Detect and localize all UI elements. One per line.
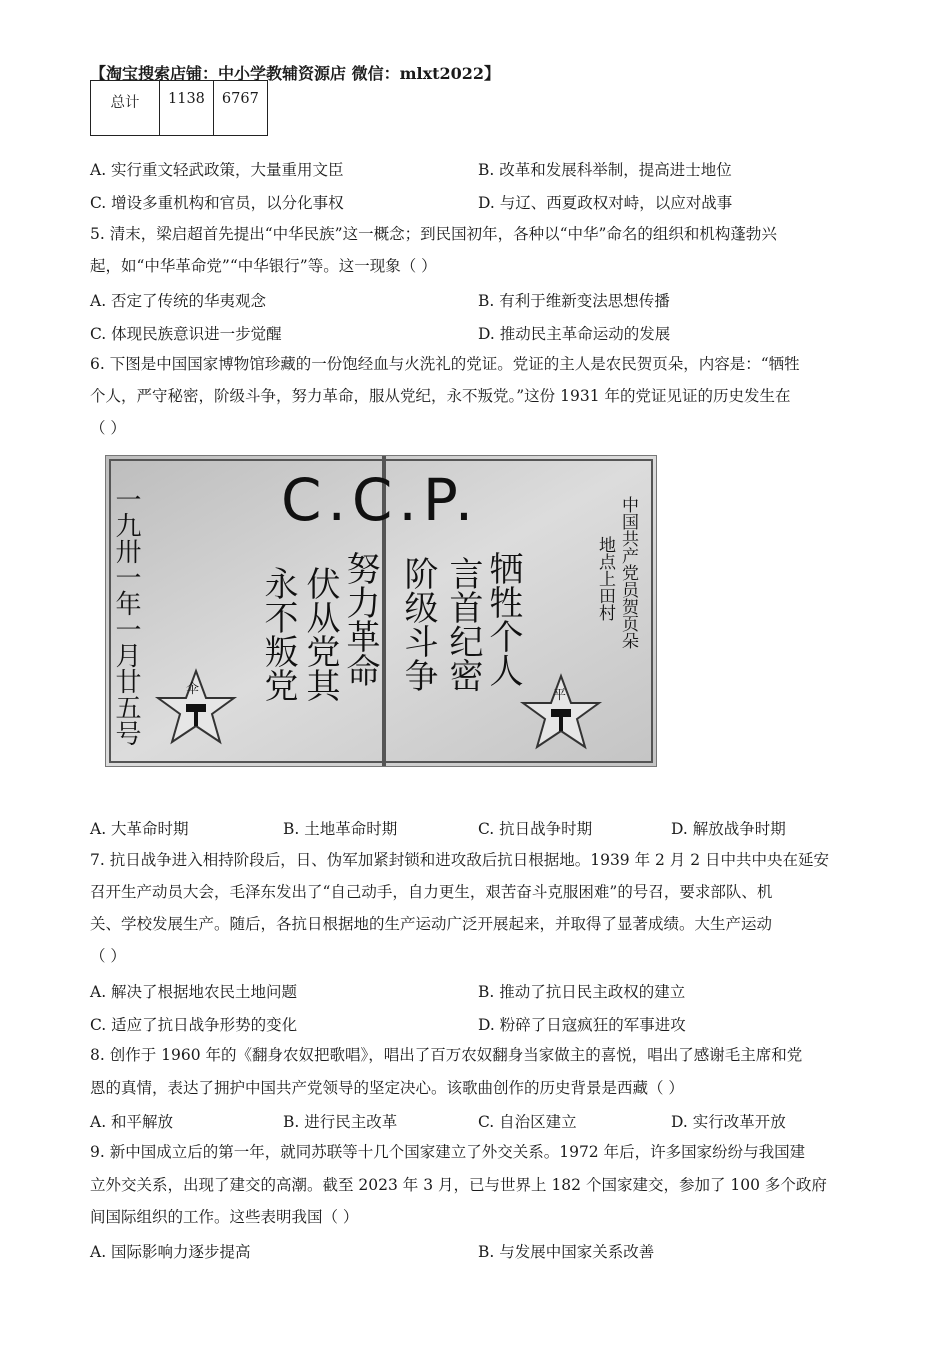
q6-stem-line-2: 个人，严守秘密，阶级斗争，努力革命，服从党纪，永不叛党。”这份 1931 年的党证见证的历史发生在 bbox=[90, 387, 791, 405]
certificate-location: 地点上田村 bbox=[595, 536, 615, 621]
q7-stem-line-1: 7. 抗日战争进入相持阶段后，日、伪军加紧封锁和进攻敌后抗日根据地。1939 年 2 月 2 日中共中央在延安 bbox=[90, 851, 830, 869]
q6-option-d: D. 解放战争时期 bbox=[671, 820, 786, 838]
right-star-text: 平 bbox=[553, 688, 567, 703]
q4-option-c: C. 增设多重机构和官员，以分化事权 bbox=[90, 194, 344, 212]
certificate-col-2: 言首纪密 bbox=[443, 556, 483, 692]
q6-option-c: C. 抗日战争时期 bbox=[478, 820, 593, 838]
q5-option-b: B. 有利于维新变法思想传播 bbox=[478, 292, 670, 310]
q4-option-b: B. 改革和发展科举制，提高进士地位 bbox=[478, 161, 732, 179]
q9-option-a: A. 国际影响力逐步提高 bbox=[90, 1243, 251, 1261]
q8-option-d: D. 实行改革开放 bbox=[671, 1113, 786, 1131]
q5-option-c: C. 体现民族意识进一步觉醒 bbox=[90, 325, 282, 343]
q6-option-b: B. 土地革命时期 bbox=[283, 820, 398, 838]
certificate-col-4: 努力革命 bbox=[340, 551, 380, 687]
q5-option-a: A. 否定了传统的华夷观念 bbox=[90, 292, 267, 310]
q4-option-a: A. 实行重文轻武政策，大量重用文臣 bbox=[90, 161, 344, 179]
table-cell-value-2: 6767 bbox=[213, 81, 267, 136]
q8-stem-line-1: 8. 创作于 1960 年的《翻身农奴把歌唱》，唱出了百万农奴翻身当家做主的喜悦，唱出了感谢毛主席和党 bbox=[90, 1046, 803, 1064]
q8-stem-line-2: 恩的真情，表达了拥护中国共产党领导的坚定决心。该歌曲创作的历史背景是西藏（ ） bbox=[90, 1079, 684, 1097]
q5-stem-line-2: 起，如“中华革命党”“中华银行”等。这一现象（ ） bbox=[90, 257, 437, 275]
q6-stem-line-1: 6. 下图是中国国家博物馆珍藏的一份饱经血与火洗礼的党证。党证的主人是农民贺页朵，内容是：“牺牲 bbox=[90, 355, 800, 373]
certificate-col-1: 牺牲个人 bbox=[483, 551, 523, 687]
certificate-date: 一九卅一年一月廿五号 bbox=[111, 486, 141, 746]
left-star-text: 伞 bbox=[186, 682, 200, 697]
table-cell-value-1: 1138 bbox=[160, 81, 214, 136]
q7-option-a: A. 解决了根据地农民土地问题 bbox=[90, 983, 298, 1001]
q7-stem-line-4: （ ） bbox=[90, 947, 126, 965]
page-header: 【淘宝搜索店铺：中小学教辅资源店 微信：mlxt2022】 bbox=[90, 64, 501, 83]
q4-option-d: D. 与辽、西夏政权对峙，以应对战事 bbox=[478, 194, 733, 212]
q7-option-c: C. 适应了抗日战争形势的变化 bbox=[90, 1016, 298, 1034]
q8-option-b: B. 进行民主改革 bbox=[283, 1113, 398, 1131]
certificate-title: C.C.P. bbox=[281, 466, 480, 534]
certificate-col-3: 阶级斗争 bbox=[398, 556, 438, 692]
certificate-col-6: 永不叛党 bbox=[258, 566, 298, 702]
q8-option-a: A. 和平解放 bbox=[90, 1113, 174, 1131]
q9-option-b: B. 与发展中国家关系改善 bbox=[478, 1243, 655, 1261]
q7-option-b: B. 推动了抗日民主政权的建立 bbox=[478, 983, 686, 1001]
q6-option-a: A. 大革命时期 bbox=[90, 820, 189, 838]
q5-stem-line-1: 5. 清末，梁启超首先提出“中华民族”这一概念；到民国初年，各种以“中华”命名的组织和机构蓬勃兴 bbox=[90, 225, 777, 243]
certificate-owner: 中国共产党员贺页朵 bbox=[618, 496, 638, 649]
q9-stem-line-2: 立外交关系，出现了建交的高潮。截至 2023 年 3 月，已与世界上 182 个国家建交，参加了 100 多个政府 bbox=[90, 1176, 827, 1194]
q6-stem-line-3: （ ） bbox=[90, 419, 126, 437]
q9-stem-line-1: 9. 新中国成立后的第一年，就同苏联等十几个国家建立了外交关系。1972 年后，许多国家纷纷与我国建 bbox=[90, 1143, 806, 1161]
q7-option-d: D. 粉碎了日寇疯狂的军事进攻 bbox=[478, 1016, 686, 1034]
party-certificate-image bbox=[105, 455, 657, 767]
q7-stem-line-2: 召开生产动员大会，毛泽东发出了“自己动手，自力更生，艰苦奋斗克服困难”的号召，要求部队、机 bbox=[90, 883, 773, 901]
q8-option-c: C. 自治区建立 bbox=[478, 1113, 577, 1131]
q5-option-d: D. 推动民主革命运动的发展 bbox=[478, 325, 671, 343]
q7-stem-line-3: 关、学校发展生产。随后，各抗日根据地的生产运动广泛开展起来，并取得了显著成绩。大生产运动 bbox=[90, 915, 773, 933]
q9-stem-line-3: 间国际组织的工作。这些表明我国（ ） bbox=[90, 1208, 359, 1226]
total-table bbox=[90, 80, 268, 136]
table-row bbox=[91, 81, 268, 136]
certificate-col-5: 伏从党其 bbox=[300, 566, 340, 702]
table-cell-label: 总计 bbox=[91, 81, 160, 136]
